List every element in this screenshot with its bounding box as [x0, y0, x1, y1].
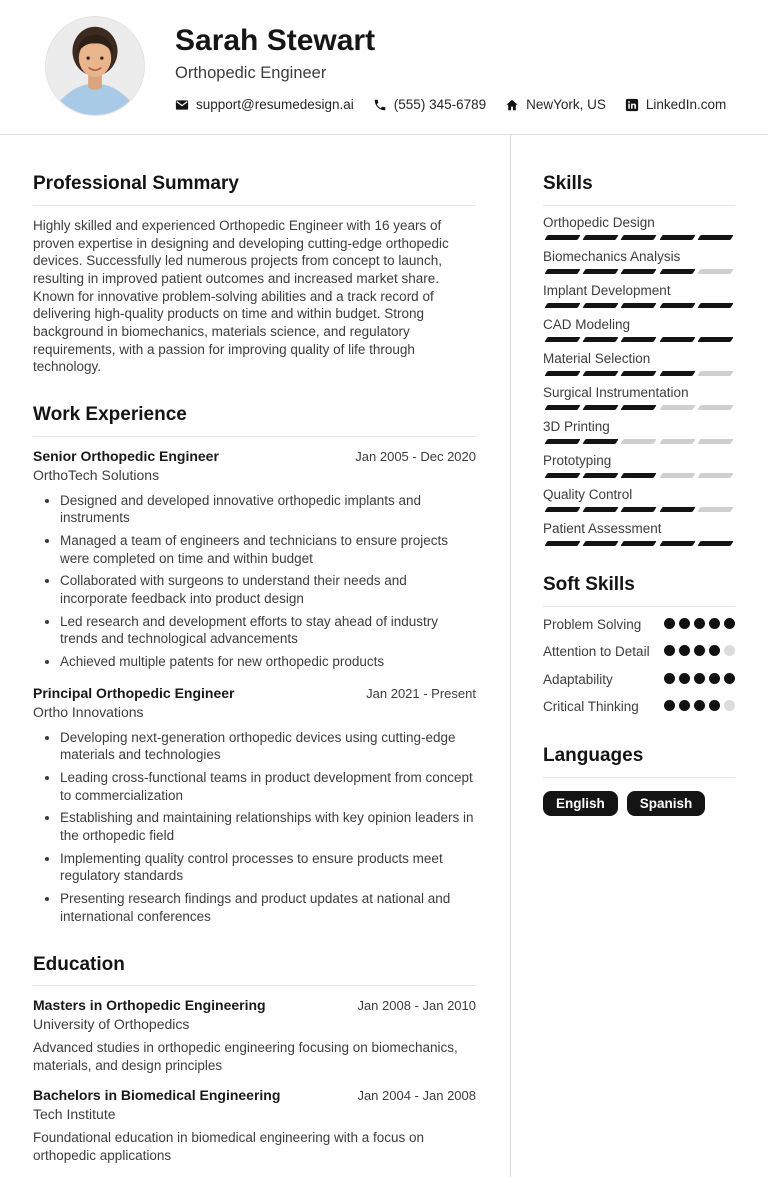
- skill-label: Patient Assessment: [543, 520, 662, 536]
- job-bullet: • Implementing quality control processes to ensure products meet regulatory standards: [60, 850, 476, 885]
- job-bullet: • Developing next-generation orthopedic devices using cutting-edge materials and technologies: [60, 729, 476, 764]
- skill-level-meter: [543, 541, 735, 546]
- section-divider: [543, 205, 735, 206]
- education-description: Foundational education in biomedical engineering with a focus on orthopedic applications: [33, 1129, 425, 1163]
- soft-skill-label: Adaptability: [543, 671, 613, 687]
- language-badge: English: [543, 791, 618, 817]
- skills-heading: Skills: [543, 173, 593, 194]
- main-column: [0, 135, 511, 1177]
- job-bullet: • Achieved multiple patents for new orthopedic products: [60, 653, 476, 671]
- linkedin-icon: [625, 98, 639, 112]
- education-school: University of Orthopedics: [33, 1016, 190, 1033]
- job-dates: Jan 2021 - Present: [366, 685, 476, 701]
- skill-level-meter: [543, 337, 735, 342]
- skill-label: Material Selection: [543, 350, 651, 366]
- soft-skill-item: [543, 615, 735, 635]
- contact-phone[interactable]: [373, 97, 486, 112]
- experience-list: [33, 448, 476, 926]
- job-bullet: • Establishing and maintaining relationships with key opinion leaders in the orthopedic field: [60, 809, 476, 844]
- education-dates: Jan 2008 - Jan 2010: [357, 998, 476, 1014]
- section-divider: [33, 436, 476, 437]
- education-degree: Masters in Orthopedic Engineering: [33, 997, 266, 1014]
- job-bullet: • Designed and developed innovative orthopedic implants and instruments: [60, 492, 476, 527]
- skill-item: [543, 487, 735, 512]
- contact-linkedin[interactable]: [625, 97, 726, 112]
- person-job-title: Orthopedic Engineer: [175, 64, 327, 82]
- skill-item: [543, 249, 735, 274]
- skills-list: [543, 215, 735, 546]
- skill-level-meter: [543, 473, 735, 478]
- job-bullet: • Led research and development efforts to stay ahead of industry trends and technological advancements: [60, 613, 476, 648]
- soft-skill-level-meter: [664, 642, 735, 656]
- contact-linkedin-text: LinkedIn.com: [645, 97, 727, 112]
- experience-heading: Work Experience: [33, 403, 187, 425]
- education-entry-head: [33, 997, 476, 1013]
- skill-item: [543, 351, 735, 376]
- skill-label: CAD Modeling: [543, 316, 631, 332]
- sidebar-column: [511, 135, 768, 1177]
- soft-skill-level-meter: [664, 615, 735, 629]
- contact-email[interactable]: [175, 97, 354, 112]
- contact-phone-text: (555) 345-6789: [393, 97, 487, 112]
- skill-item: [543, 385, 735, 410]
- job-title: Senior Orthopedic Engineer: [33, 447, 219, 464]
- job-entry-head: [33, 448, 476, 464]
- job-bullet: • Managed a team of engineers and technicians to ensure projects were completed on time and within budget: [60, 532, 476, 567]
- skill-item: [543, 317, 735, 342]
- job-entry-head: [33, 685, 476, 701]
- job-company: OrthoTech Solutions: [33, 466, 160, 483]
- skill-level-meter: [543, 235, 735, 240]
- skill-item: [543, 453, 735, 478]
- section-divider: [543, 606, 735, 607]
- email-icon: [175, 98, 189, 112]
- contact-location-text: NewYork, US: [526, 97, 606, 112]
- soft-skill-label: Critical Thinking: [543, 699, 639, 715]
- skill-level-meter: [543, 405, 735, 410]
- location-icon: [505, 98, 519, 112]
- skill-label: Quality Control: [543, 486, 633, 502]
- soft-skill-level-meter: [664, 697, 735, 711]
- education-school: Tech Institute: [33, 1105, 116, 1122]
- job-title: Principal Orthopedic Engineer: [33, 684, 235, 701]
- resume-body: [0, 135, 768, 1177]
- profile-photo: [46, 17, 144, 115]
- job-bullet: • Presenting research findings and product updates at national and international conferences: [60, 890, 476, 925]
- education-dates: Jan 2004 - Jan 2008: [357, 1087, 476, 1103]
- education-entry-head: [33, 1087, 476, 1103]
- skill-level-meter: [543, 439, 735, 444]
- languages-list: [543, 791, 735, 817]
- skill-item: [543, 215, 735, 240]
- job-entry: [33, 448, 476, 671]
- skill-level-meter: [543, 269, 735, 274]
- education-list: [33, 997, 476, 1164]
- soft-skills-heading: Soft Skills: [543, 573, 635, 595]
- job-bullet: • Collaborated with surgeons to understand their needs and incorporate feedback into product design: [60, 572, 476, 607]
- section-divider: [543, 777, 735, 778]
- section-divider: [33, 985, 476, 986]
- contact-row: [175, 97, 768, 112]
- section-divider: [33, 205, 476, 206]
- summary-text: Highly skilled and experienced Orthopedic Engineer with 16 years of proven expertise in designing and developing cutting-edge orthopedic devices. Successfully led numerous projects from concept to launch, resulting in improved patient outcomes and increased market share. Known for innovative problem-solving abilities and a track record of delivering high-quality products on time and within budget. Strong background in biomechanics, materials science, and regulatory requirements, with a passion for improving quality of life through technology.: [33, 217, 449, 375]
- education-degree: Bachelors in Biomedical Engineering: [33, 1086, 281, 1103]
- soft-skill-level-meter: [664, 670, 735, 684]
- phone-icon: [373, 98, 387, 112]
- soft-skill-item: [543, 642, 735, 662]
- job-bullet-list: [33, 729, 476, 926]
- skill-item: [543, 419, 735, 444]
- skill-label: Prototyping: [543, 452, 612, 468]
- soft-skill-item: [543, 697, 735, 717]
- resume-header: [0, 0, 768, 135]
- skill-item: [543, 283, 735, 308]
- contact-email-text: support@resumedesign.ai: [196, 97, 354, 112]
- languages-heading: Languages: [543, 744, 644, 766]
- skill-level-meter: [543, 371, 735, 376]
- education-entry: [33, 1087, 476, 1165]
- job-company: Ortho Innovations: [33, 703, 144, 720]
- soft-skill-label: Attention to Detail: [543, 644, 650, 660]
- soft-skill-item: [543, 670, 735, 690]
- skill-label: Orthopedic Design: [543, 214, 655, 230]
- skill-item: [543, 521, 735, 546]
- job-entry: [33, 685, 476, 926]
- job-bullet: • Leading cross-functional teams in product development from concept to commercialization: [60, 769, 476, 804]
- skill-label: 3D Printing: [543, 418, 610, 434]
- skill-label: Implant Development: [543, 282, 671, 298]
- soft-skills-list: [543, 615, 735, 717]
- profile-photo-illustration: [46, 17, 144, 115]
- skill-label: Surgical Instrumentation: [543, 384, 689, 400]
- job-dates: Jan 2005 - Dec 2020: [355, 448, 476, 464]
- skill-level-meter: [543, 507, 735, 512]
- language-badge: Spanish: [627, 791, 706, 817]
- skill-label: Biomechanics Analysis: [543, 248, 681, 264]
- summary-heading: Professional Summary: [33, 173, 239, 194]
- skill-level-meter: [543, 303, 735, 308]
- contact-location: [505, 97, 606, 112]
- education-entry: [33, 997, 476, 1075]
- education-heading: Education: [33, 953, 125, 975]
- soft-skill-label: Problem Solving: [543, 616, 642, 632]
- job-bullet-list: [33, 492, 476, 671]
- education-description: Advanced studies in orthopedic engineering focusing on biomechanics, materials, and design principles: [33, 1040, 458, 1074]
- person-name: Sarah Stewart: [175, 24, 376, 57]
